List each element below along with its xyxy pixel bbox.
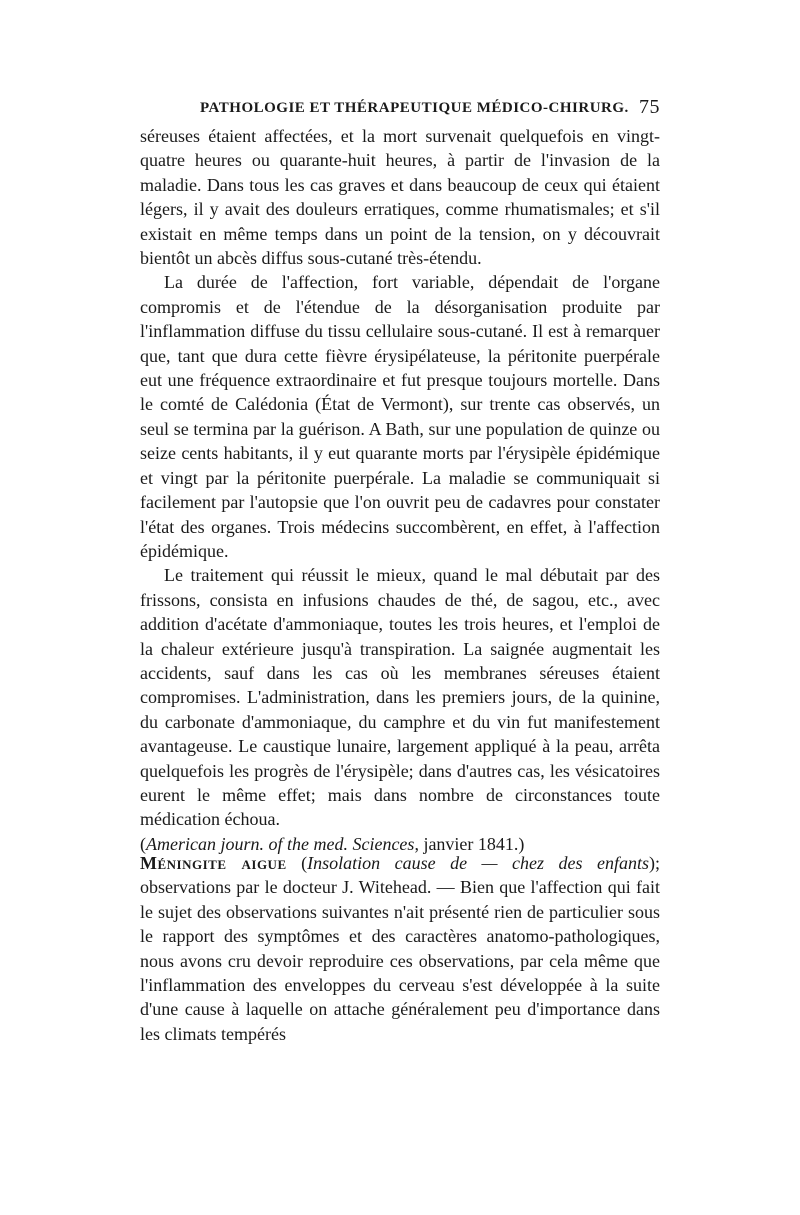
section-text: observations par le docteur J. Witehead. — Bien que l'affection qui fait le sujet des observations suivantes n'ait présenté rien de particulier sous le rapport des symptômes et des caractères anatomo-pathologiques, nous avons cru devoir reproduire ces observations, par cela même que l'inflammation des enveloppes du cerveau s'est développée à la suite d'une cause à laquelle on attache généralement peu d'importance dans les climats tempérés: [140, 877, 660, 1044]
paragraph-1: séreuses étaient affectées, et la mort survenait quelquefois en vingt-quatre heures ou quarante-huit heures, à partir de l'invasion de la maladie. Dans tous les cas graves et dans beaucoup de ceux qui étaient légers, il y avait des douleurs erratiques, comme rhumatismales; et s'il existait en même temps dans un point de la tension, on y découvrait bientôt un abcès diffus sous-cutané très-étendu.: [140, 126, 660, 269]
section-subtitle: Insolation cause de — chez des enfants: [307, 853, 649, 873]
paragraph-3-text: Le traitement qui réussit le mieux, quand le mal débutait par des frissons, consista en infusions chaudes de thé, de sagou, etc., avec addition d'acétate d'ammoniaque, toutes les trois heures, et l'emploi de la chaleur extérieure jusqu'à transpiration. La saignée augmentait les accidents, sauf dans les cas où les membranes séreuses étaient compromises. L'administration, dans les premiers jours, de la quinine, du carbonate d'ammoniaque, du camphre et du vin fut manifestement avantageuse. Le caustique lunaire, largement appliqué à la peau, arrêta quelquefois les progrès de l'érysipèle; dans d'autres cas, les vésicatoires eurent le même effet; mais dans nombre de circonstances toute médication échoua.: [140, 565, 660, 830]
citation: (American journ. of the med. Sciences, janvier 1841.): [140, 833, 525, 854]
running-title: PATHOLOGIE ET THÉRAPEUTIQUE MÉDICO-CHIRURG.: [200, 100, 629, 116]
citation-date: , janvier 1841.: [414, 833, 519, 854]
citation-source: American journ. of the med. Sciences: [146, 833, 415, 854]
paragraph-3: [140, 563, 660, 856]
section-meningite: [140, 851, 660, 1046]
paragraph-2: La durée de l'affection, fort variable, dépendait de l'organe compromis et de l'étendue de la désorganisation produite par l'inflammation diffuse du tissu cellulaire sous-cutané. Il est à remarquer que, tant que dura cette fièvre érysipélateuse, la péritonite puerpérale eut une fréquence extraordinaire et fut presque toujours mortelle. Dans le comté de Calédonia (État de Vermont), sur trente cas observés, un seul se termina par la guérison. A Bath, sur une population de quinze ou seize cents habitants, il y eut quarante morts par l'érysipèle épidémique et vingt par la péritonite puerpérale. La maladie se communiquait si facilement par l'autopsie que l'on ouvrit peu de cadavres pour constater l'état des organes. Trois médecins succombèrent, en effet, à l'affection épidémique.: [140, 272, 660, 561]
page-number: 75: [639, 96, 660, 118]
article-body: [140, 124, 660, 856]
section-title: Méningite aigue: [140, 853, 287, 873]
page-header: [140, 98, 660, 122]
section-paragraph: Méningite aigue (Insolation cause de — chez des enfants); observations par le docteur J. Witehead. — Bien que l'affection qui fait le sujet des observations suivantes n'ait présenté rien de particulier sous le rapport des symptômes et des caractères anatomo-pathologiques, nous avons cru devoir reproduire ces observations, par cela même que l'inflammation des enveloppes du cerveau s'est développée à la suite d'une cause à laquelle on attache généralement peu d'importance dans les climats tempérés: [140, 853, 660, 1044]
